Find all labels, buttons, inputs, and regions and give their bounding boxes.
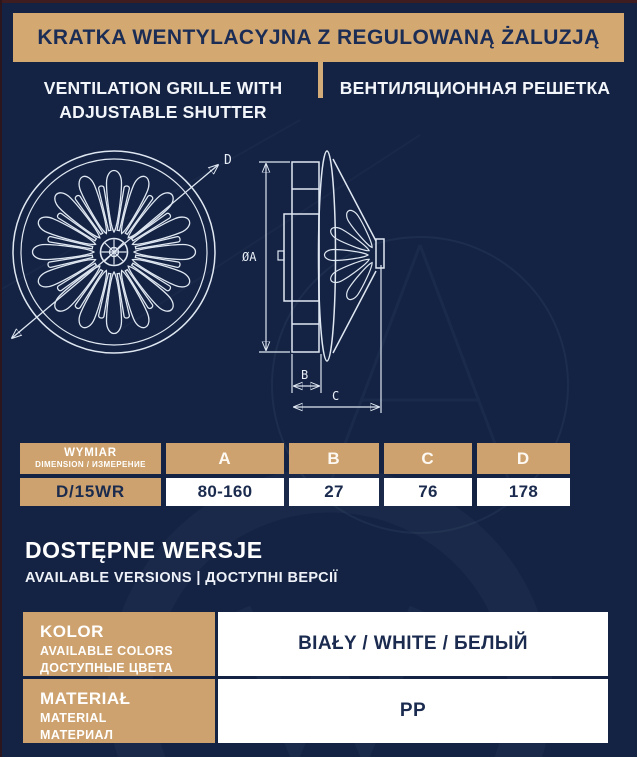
- dimension-header-title: WYMIAR: [64, 447, 117, 460]
- color-label-cell: [23, 612, 215, 676]
- versions-section: [25, 537, 338, 586]
- dimension-header-cell: [20, 443, 161, 474]
- value-a: 80-160: [166, 478, 284, 506]
- technical-drawing: [0, 135, 637, 440]
- column-header-d: D: [477, 443, 570, 474]
- page-edge-top: [0, 0, 637, 3]
- product-title: KRATKA WENTYLACYJNA Z REGULOWANĄ ŻALUZJĄ: [37, 25, 600, 49]
- material-label-ru: МАТЕРИАЛ: [40, 727, 114, 742]
- dim-label-b: B: [301, 368, 309, 382]
- material-label-cell: [23, 679, 215, 743]
- dimension-table: [20, 443, 570, 506]
- dim-label-a: ØA: [242, 250, 257, 264]
- versions-title: DOSTĘPNE WERSJE: [25, 537, 263, 563]
- value-b: 27: [289, 478, 379, 506]
- material-value-cell: PP: [218, 679, 608, 743]
- model-cell: D/15WR: [20, 478, 161, 506]
- product-title-banner: [13, 13, 624, 62]
- color-value-cell: BIAŁY / WHITE / БЕЛЫЙ: [218, 612, 608, 676]
- versions-subtitle: AVAILABLE VERSIONS | ДОСТУПНІ ВЕРСІЇ: [25, 570, 338, 586]
- dim-label-d: D: [224, 153, 232, 168]
- column-header-b: B: [289, 443, 379, 474]
- side-view-grille: [242, 151, 384, 413]
- front-view-grille: [12, 151, 232, 353]
- value-d: 178: [477, 478, 570, 506]
- dimension-header-subtitle: DIMENSION / ИЗМЕРЕНИЕ: [35, 460, 146, 470]
- subtitle-russian: ВЕНТИЛЯЦИОННАЯ РЕШЕТКА: [339, 78, 611, 98]
- value-c: 76: [384, 478, 472, 506]
- color-label-en: AVAILABLE COLORS: [40, 644, 174, 659]
- subtitle-divider: [318, 62, 323, 98]
- subtitle-english: VENTILATION GRILLE WITH ADJUSTABLE SHUTTER: [43, 78, 283, 123]
- column-header-c: C: [384, 443, 472, 474]
- page-edge-left: [0, 0, 2, 757]
- versions-table: [23, 612, 608, 743]
- column-header-a: A: [166, 443, 284, 474]
- color-label-pl: KOLOR: [40, 622, 104, 641]
- color-label-ru: ДОСТУПНЫЕ ЦВЕТА: [40, 660, 174, 675]
- material-label-pl: MATERIAŁ: [40, 689, 131, 708]
- material-label-en: MATERIAL: [40, 711, 107, 726]
- dim-label-c: C: [332, 389, 340, 403]
